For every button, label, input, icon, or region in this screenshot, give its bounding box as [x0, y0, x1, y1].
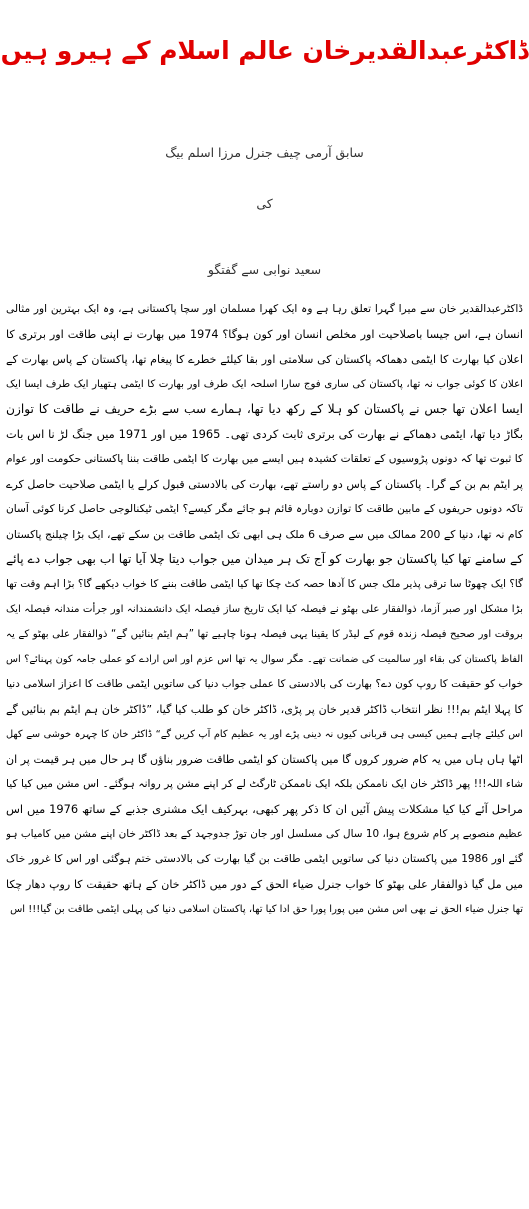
- article-body-line: الفاظ پاکستان کی بقاء اور سالمیت کی ضمانت تھے۔ مگر سوال یہ تھا اس عزم اور اس ارادے کو عملی جامہ کون پہنائے؟ اس: [6, 654, 523, 665]
- article-body-line: میں مل گیا ذوالفقار علی بھٹو کا خواب جنرل ضیاء الحق کے دور میں ڈاکٹر خان کے ہاتھ حقیقت کا روپ دھار چکا: [6, 878, 523, 891]
- article-body-line: بڑا مشکل اور صبر آزما، ذوالفقار علی بھٹو نے فیصلہ کیا ایک تاریخ ساز فیصلہ ایک دانشمندانہ اور جرأت مندانہ فیصلہ ایک: [6, 604, 523, 615]
- article-body-line: کا ثبوت تھا کہ دونوں پڑوسیوں کے تعلقات کشیدہ ہیں ایسے میں بھارت کا ایٹمی طاقت بننا پاکستانی حکومت اور عوام: [6, 453, 523, 465]
- article-body-line: کام نہ تھا، دنیا کے 200 ممالک میں سے صرف 6 ملک ہی ابھی تک ایٹمی طاقت بن سکے تھے، ایک بڑا چیلنج پاکستان: [6, 528, 523, 541]
- article-body-line: کے سامنے تھا کیا پاکستان جو بھارت کو آج تک ہر میدان میں جواب دیتا چلا آیا تھا اب بھی جواب دے پائے: [6, 552, 523, 566]
- article-body-line: شاء اللہ!!! پھر ڈاکٹر خان ایک ناممکن بلکہ ایک ناممکن ٹارگٹ لے کر اپنے مشن پر روانہ ہوگئے۔ اس مشن میں کیا کیا: [6, 778, 523, 790]
- article-body-line: تھا جنرل ضیاء الحق نے بھی اس مشن میں پورا پورا حق ادا کیا تھا، پاکستان اسلامی دنیا کی پہلی ایٹمی طاقت بن گیا!!! اس: [10, 904, 523, 915]
- article-body-line: اعلان کا کوئی جواب نہ تھا، پاکستان کی ساری فوج سارا اسلحہ ایک طرف اور بھارت کا ایٹمی ہتھیار ایک طرف ایسا ایک: [6, 379, 523, 390]
- article-body-line: اس کیلئے چاہے ہمیں کیسی ہی قربانی کیوں نہ دینی پڑے اور یہ عظیم کام آپ کریں گے“ ڈاکٹر خان کا چہرہ خوشی سے کھل: [6, 729, 523, 740]
- article-body-line: کا پہلا ایٹم بم!!! نظر انتخاب ڈاکٹر قدیر خان پر پڑی، ڈاکٹر خان کو طلب کیا گیا، ”ڈاکٹر خان ہم ایٹم بم بنائیں گے: [6, 703, 523, 716]
- author-byline: سابق آرمی چیف جنرل مرزا اسلم بیگ: [165, 145, 364, 160]
- article-body-line: خواب کو حقیقت کا روپ کون دے؟ بھارت کی بالادستی کا عملی جواب دنیا کی ساتویں ایٹمی طاقت کا اعزاز اسلامی دنیا: [6, 678, 523, 690]
- article-body: [6, 297, 523, 922]
- article-body-line: پر ایٹم بم بن کے گرا۔ پاکستان کے پاس دو راستے تھے، بھارت کی بالادستی قبول کرلے یا ایٹمی صلاحیت حاصل کرے: [6, 478, 523, 491]
- article-body-line: ایسا اعلان تھا جس نے پاکستان کو ہلا کے رکھ دیا تھا، ہمارے سب سے بڑے حریف نے طاقت کا توازن: [6, 402, 523, 416]
- interviewer-byline: سعید نوابی سے گفتگو: [207, 262, 322, 277]
- article-body-line: اٹھا ہاں ہاں میں یہ کام ضرور کروں گا میں پاکستان کو ایٹمی طاقت ضرور بناؤں گا ہر حال میں ہر قیمت پر ان: [6, 753, 523, 766]
- article-body-line: مراحل آئے کیا کیا مشکلات پیش آئیں ان کا ذکر پھر کبھی، بہرکیف ایک مشنری جذبے کے ساتھ 1976 میں اس: [6, 802, 523, 816]
- article-body-line: بگاڑ دیا تھا، ایٹمی دھماکے نے بھارت کی برتری ثابت کردی تھی۔ 1965 میں اور 1971 میں جنگ لڑ نا اس بات: [6, 427, 523, 441]
- article-body-line: اعلان کیا بھارت کا ایٹمی دھماکہ پاکستان کی سلامتی اور بقا کیلئے خطرے کا پیغام تھا، پاکستان کے پاس بھارت کے: [6, 353, 523, 366]
- article-headline: ڈاکٹرعبدالقدیرخان عالم اسلام کے ہیرو ہیں: [0, 35, 529, 65]
- article-body-line: گئے اور 1986 میں پاکستان دنیا کی ساتویں ایٹمی طاقت بن گیا بھارت کی بالادستی ختم ہوگئی اور اس کا غرور خاک: [6, 853, 523, 865]
- article-body-line: گا؟ ایک چھوٹا سا ترقی پذیر ملک جس کا آدھا حصہ کٹ چکا تھا کیا ایٹمی طاقت بننے کا خواب دیکھے گا؟ بڑا اہم وقت تھا: [6, 578, 523, 590]
- article-body-line: تاکہ دونوں حریفوں کے مابین طاقت کا توازن دوبارہ قائم ہو جائے مگر کیسے؟ ایٹمی ٹیکنالوجی حاصل کرنا کوئی آسان: [6, 503, 523, 515]
- article-body-line: انسان ہے، اس جیسا باصلاحیت اور مخلص انسان اور کون ہوگا؟ 1974 میں بھارت نے اپنی طاقت اور برتری کا: [6, 328, 523, 341]
- article-body-line: ڈاکٹرعبدالقدیر خان سے میرا گہرا تعلق رہا ہے وہ ایک کھرا مسلمان اور سچا پاکستانی ہے، وہ ایک بہترین اور مثالی: [6, 303, 523, 315]
- article-body-line: بروقت اور صحیح فیصلہ زندہ قوم کے لیڈر کا یقینا یہی فیصلہ ہونا چاہیے تھا ”ہم ایٹم بنائیں گے“ ذوالفقار علی بھٹو کے یہ: [6, 629, 523, 640]
- byline-connector: کی: [256, 196, 273, 211]
- article-body-line: عظیم منصوبے پر کام شروع ہوا، 10 سال کی مسلسل اور جان توڑ جدوجہد کے بعد ڈاکٹر خان اپنے مشن میں کامیاب ہو: [6, 828, 523, 840]
